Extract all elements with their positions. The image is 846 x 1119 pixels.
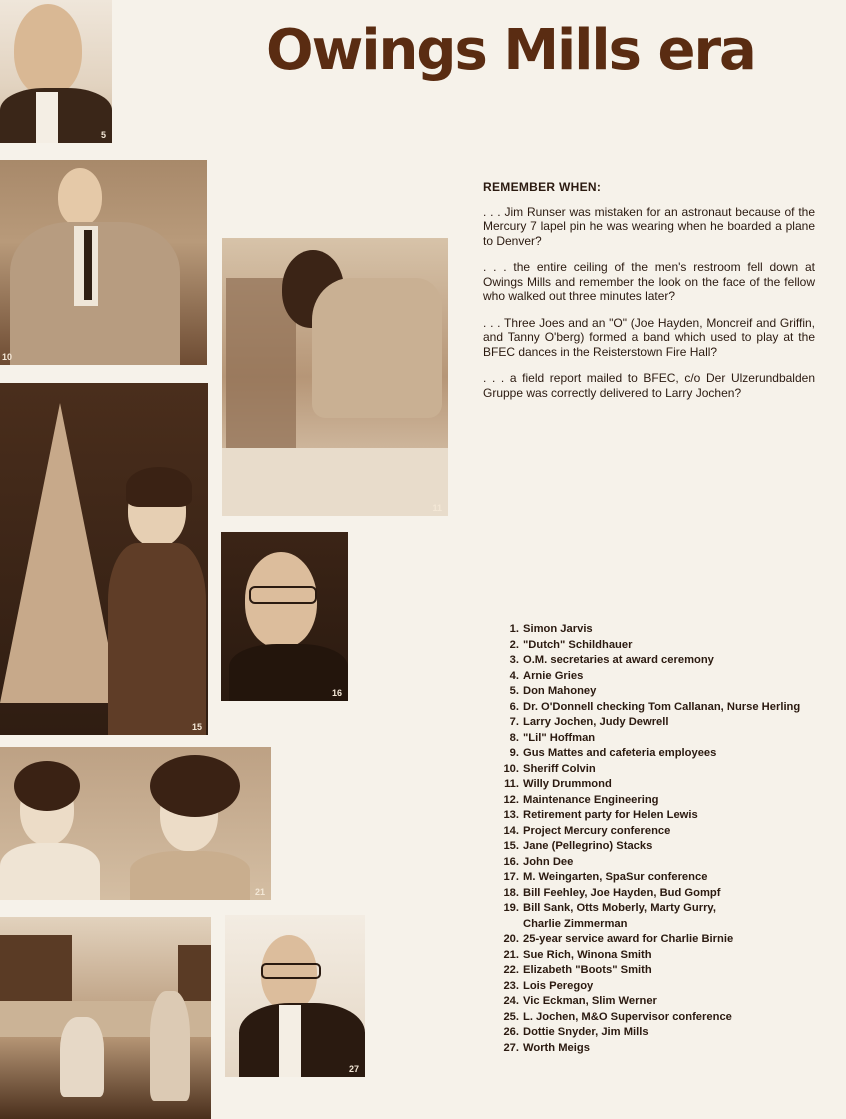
caption-number: 17. — [503, 871, 519, 883]
photo-number: 15 — [191, 722, 202, 732]
caption-item — [500, 824, 840, 840]
photo-number: 11 — [432, 503, 442, 513]
caption-number: 5. — [509, 685, 519, 697]
caption-number: 7. — [509, 716, 519, 728]
caption-number: 21. — [503, 948, 519, 961]
christmas-tree — [0, 403, 120, 703]
caption-number: 3. — [509, 654, 519, 666]
caption-item — [500, 855, 840, 871]
photo-5 — [0, 0, 112, 143]
caption-text: Dottie Snyder, Jim Mills — [523, 1026, 649, 1038]
caption-number: 24. — [503, 995, 519, 1007]
photo-11 — [222, 238, 448, 516]
portrait-body-right — [130, 851, 250, 900]
caption-item — [500, 715, 840, 731]
remember-heading: REMEMBER WHEN: — [483, 180, 602, 194]
caption-item — [500, 731, 840, 747]
caption-number: 4. — [509, 669, 519, 682]
caption-text: "Dutch" Schildhauer — [523, 638, 633, 651]
glasses-icon — [249, 586, 317, 604]
caption-item — [500, 963, 840, 979]
caption-text: O.M. secretaries at award ceremony — [523, 654, 714, 666]
caption-number: 20. — [503, 933, 519, 945]
caption-text: Willy Drummond — [523, 778, 612, 790]
caption-text: Sheriff Colvin — [523, 762, 596, 775]
photo-number: 5 — [100, 130, 106, 140]
caption-item — [500, 886, 840, 902]
caption-item — [500, 1010, 840, 1026]
caption-text: Gus Mattes and cafeteria employees — [523, 747, 717, 759]
photo-10 — [0, 160, 207, 365]
caption-number: 25. — [503, 1010, 519, 1023]
caption-item — [500, 762, 840, 778]
photo-27 — [225, 915, 365, 1077]
photo-number: 27 — [348, 1064, 359, 1074]
portrait-head — [14, 4, 82, 96]
remember-when-section — [483, 180, 815, 412]
caption-number: 18. — [503, 886, 519, 899]
caption-item — [500, 932, 840, 948]
caption-text: Lois Peregoy — [523, 979, 594, 992]
caption-item — [500, 684, 840, 700]
caption-text: Retirement party for Helen Lewis — [523, 809, 698, 821]
caption-item — [500, 979, 840, 995]
caption-number: 1. — [509, 623, 519, 635]
caption-item — [500, 700, 840, 716]
caption-text: L. Jochen, M&O Supervisor conference — [523, 1010, 732, 1023]
caption-item — [500, 746, 840, 762]
caption-text: Project Mercury conference — [523, 824, 671, 837]
caption-number: 23. — [503, 979, 519, 992]
caption-number: 19. — [503, 902, 519, 914]
remember-item: . . . Jim Runser was mistaken for an astronaut because of the Mercury 7 lapel pin he was wearing when he boarded a plane to Denver? — [483, 204, 815, 248]
caption-item — [500, 793, 840, 809]
person-standing — [150, 991, 190, 1101]
photo-15 — [0, 383, 208, 735]
caption-text: John Dee — [523, 855, 574, 868]
caption-number: 15. — [503, 840, 519, 852]
caption-item — [500, 653, 840, 669]
caption-item — [500, 622, 840, 638]
remember-item: . . . a field report mailed to BFEC, c/o Der Ulzerundbalden Gruppe was correctly delivered to Larry Jochen? — [483, 371, 815, 400]
caption-number: 6. — [509, 700, 519, 713]
caption-number: 12. — [503, 793, 519, 806]
caption-text: Dr. O'Donnell checking Tom Callanan, Nurse Herling — [523, 700, 801, 713]
caption-text: Worth Meigs — [523, 1041, 590, 1054]
photo-captions-list — [500, 622, 840, 1056]
desk — [222, 448, 448, 516]
caption-text: Maintenance Engineering — [523, 793, 659, 806]
caption-text: "Lil" Hoffman — [523, 731, 596, 744]
caption-item — [500, 777, 840, 793]
portrait-shirt — [36, 92, 58, 143]
caption-text: Don Mahoney — [523, 685, 597, 697]
caption-text: Bill Feehley, Joe Hayden, Bud Gompf — [523, 886, 721, 899]
caption-text: Sue Rich, Winona Smith — [523, 948, 652, 961]
caption-text: M. Weingarten, SpaSur conference — [523, 871, 708, 883]
caption-item — [500, 669, 840, 685]
caption-item — [500, 870, 840, 886]
caption-text: Vic Eckman, Slim Werner — [523, 995, 657, 1007]
photo-16 — [221, 532, 348, 701]
caption-number: 2. — [509, 638, 519, 651]
caption-text: Larry Jochen, Judy Dewrell — [523, 716, 669, 728]
caption-number: 26. — [503, 1026, 519, 1038]
remember-item: . . . Three Joes and an "O" (Joe Hayden, Moncreif and Griffin, and Tanny O'berg) formed a band which used to play at the BFEC dances in the Reisterstown Fire Hall? — [483, 315, 815, 359]
photo-number: 10 — [2, 352, 13, 362]
portrait-shirt — [312, 278, 442, 418]
caption-item — [500, 808, 840, 824]
portrait-tie — [84, 230, 92, 300]
portrait-suit — [239, 1003, 365, 1077]
remember-item: . . . the entire ceiling of the men's restroom fell down at Owings Mills and remember the look on the face of the fellow who walked out three minutes later? — [483, 260, 815, 303]
portrait-dress — [108, 543, 206, 735]
caption-number: 22. — [503, 964, 519, 976]
caption-text: Simon Jarvis — [523, 623, 593, 635]
caption-text: Jane (Pellegrino) Stacks — [523, 840, 653, 852]
caption-item — [500, 948, 840, 964]
photo-21 — [0, 747, 271, 900]
portrait-head — [58, 168, 102, 226]
caption-text: Bill Sank, Otts Moberly, Marty Gurry, Charlie Zimmerman — [523, 902, 716, 930]
person-seated — [60, 1017, 104, 1097]
photo-number: 21 — [254, 887, 265, 897]
portrait-hair — [126, 467, 192, 507]
portrait-shirt — [279, 1005, 301, 1077]
caption-number: 27. — [503, 1041, 519, 1054]
photo-office — [0, 917, 211, 1119]
caption-item — [500, 901, 840, 932]
portrait-suit — [229, 644, 348, 701]
caption-number: 11. — [504, 778, 519, 790]
caption-text: Elizabeth "Boots" Smith — [523, 964, 652, 976]
caption-number: 9. — [509, 747, 519, 759]
caption-number: 13. — [503, 809, 519, 821]
caption-item — [500, 638, 840, 654]
caption-item — [500, 839, 840, 855]
glasses-icon — [261, 963, 321, 979]
caption-item — [500, 994, 840, 1010]
caption-text: Arnie Gries — [523, 669, 584, 682]
portrait-hair-right — [150, 755, 240, 817]
photo-number: 16 — [331, 688, 342, 698]
caption-number: 14. — [503, 824, 519, 837]
portrait-body-left — [0, 843, 100, 900]
portrait-hair-left — [14, 761, 80, 811]
caption-text: 25-year service award for Charlie Birnie — [523, 933, 734, 945]
caption-number: 10. — [503, 762, 519, 775]
caption-number: 8. — [509, 731, 519, 744]
page-title: Owings Mills era — [266, 18, 755, 83]
caption-number: 16. — [503, 855, 519, 868]
caption-item — [500, 1025, 840, 1041]
caption-item — [500, 1041, 840, 1057]
